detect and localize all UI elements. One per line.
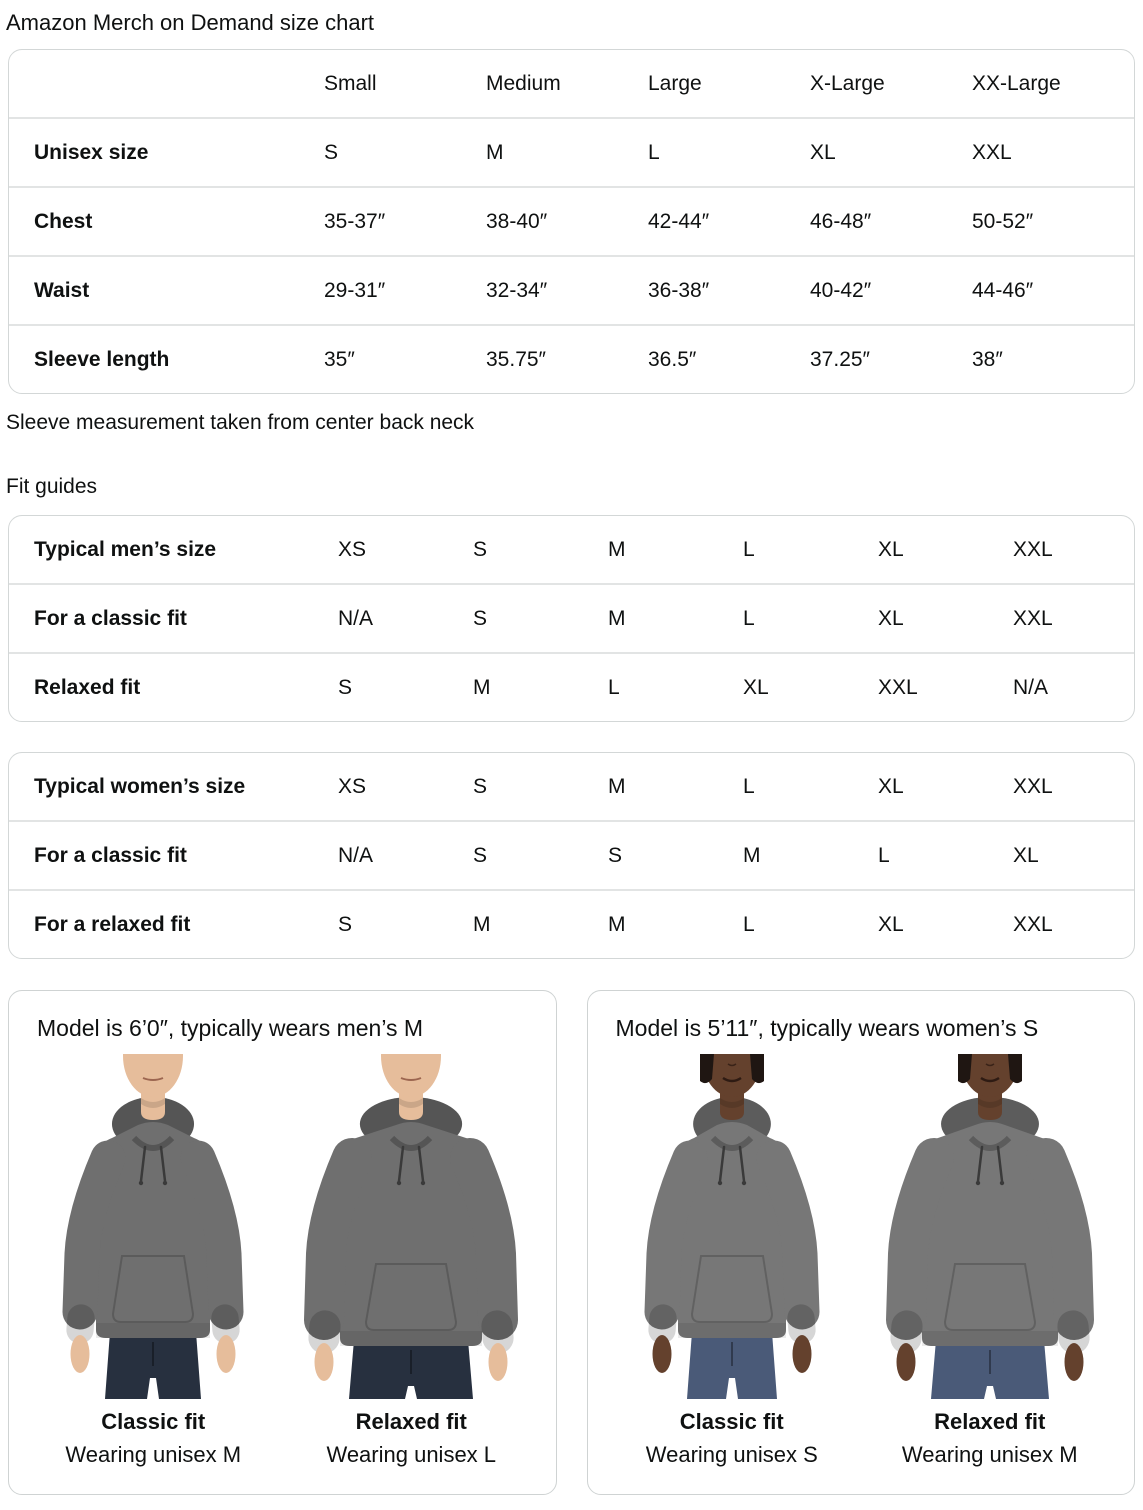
value-cell: N/A: [338, 606, 374, 630]
figure-relaxed: [872, 1054, 1108, 1468]
model-card-mens: [8, 990, 557, 1495]
row-label: For a classic fit: [34, 843, 187, 867]
value-cell: L: [648, 140, 660, 164]
value-cell: M: [608, 537, 626, 561]
value-cell: 35.75″: [486, 347, 546, 371]
header-cell: Small: [324, 71, 377, 95]
value-cell: M: [473, 675, 491, 699]
row-label: Unisex size: [34, 140, 149, 164]
value-cell: M: [608, 774, 626, 798]
value-cell: M: [608, 912, 626, 936]
figure-classic: [614, 1054, 850, 1468]
figure-relaxed: [293, 1054, 529, 1468]
wearing-label: Wearing unisex M: [65, 1442, 242, 1467]
value-cell: M: [608, 606, 626, 630]
value-cell: 35-37″: [324, 209, 386, 233]
value-cell: XXL: [1013, 537, 1053, 561]
model-photo: [875, 1054, 1105, 1399]
sleeve-footnote: Sleeve measurement taken from center back neck: [6, 411, 475, 434]
size-table: [8, 49, 1135, 394]
figures-row: [588, 1054, 1135, 1468]
value-cell: 38-40″: [486, 209, 548, 233]
wearing-label: Wearing unisex S: [645, 1442, 818, 1467]
row-label: Sleeve length: [34, 347, 170, 371]
row-label: Chest: [34, 209, 93, 233]
value-cell: S: [338, 675, 353, 699]
value-cell: XL: [1013, 843, 1039, 867]
wearing-label: Wearing unisex L: [326, 1442, 497, 1467]
value-cell: XXL: [878, 675, 918, 699]
value-cell: 44-46″: [972, 278, 1034, 302]
wearing-label: Wearing unisex M: [901, 1442, 1078, 1467]
model-card-womens: [587, 990, 1136, 1495]
header-cell: X-Large: [810, 71, 885, 95]
figure-classic: [35, 1054, 271, 1468]
value-cell: XL: [878, 606, 904, 630]
header-cell: Medium: [486, 71, 561, 95]
value-cell: XL: [878, 912, 904, 936]
value-cell: XS: [338, 537, 367, 561]
size-table-header-row: [9, 50, 1134, 117]
value-cell: XS: [338, 774, 367, 798]
fit-label: Classic fit: [101, 1409, 206, 1434]
value-cell: L: [743, 606, 755, 630]
value-cell: 46-48″: [810, 209, 872, 233]
fit-label: Relaxed fit: [934, 1409, 1046, 1434]
value-cell: 36.5″: [648, 347, 697, 371]
model-photo: [38, 1054, 268, 1399]
fit-label: Classic fit: [679, 1409, 784, 1434]
card-title: Model is 5’11″, typically wears women’s S: [615, 1015, 1039, 1041]
value-cell: XL: [810, 140, 836, 164]
value-cell: S: [473, 843, 488, 867]
value-cell: L: [608, 675, 620, 699]
row-label: For a relaxed fit: [34, 912, 191, 936]
hoodie-model-illustration: [875, 1054, 1105, 1399]
hoodie-model-illustration: [617, 1054, 847, 1399]
value-cell: XL: [743, 675, 769, 699]
model-photo: [617, 1054, 847, 1399]
table-row: [9, 324, 1134, 393]
value-cell: M: [473, 912, 491, 936]
row-label: Waist: [34, 278, 90, 302]
value-cell: 36-38″: [648, 278, 710, 302]
fit-label: Relaxed fit: [355, 1409, 467, 1434]
value-cell: L: [878, 843, 890, 867]
size-chart-page: [0, 10, 1143, 1495]
value-cell: 32-34″: [486, 278, 548, 302]
table-row: [9, 516, 1134, 583]
hoodie-model-illustration: [296, 1054, 526, 1399]
value-cell: S: [608, 843, 623, 867]
row-label: Typical men’s size: [34, 537, 217, 561]
value-cell: XXL: [972, 140, 1012, 164]
value-cell: M: [743, 843, 761, 867]
value-cell: 42-44″: [648, 209, 710, 233]
table-row: [9, 753, 1134, 820]
table-row: [9, 652, 1134, 721]
value-cell: S: [324, 140, 339, 164]
value-cell: M: [486, 140, 504, 164]
value-cell: S: [473, 537, 488, 561]
value-cell: XXL: [1013, 912, 1053, 936]
value-cell: L: [743, 537, 755, 561]
header-cell: XX-Large: [972, 71, 1061, 95]
table-row: [9, 889, 1134, 958]
row-label: For a classic fit: [34, 606, 187, 630]
value-cell: N/A: [1013, 675, 1049, 699]
value-cell: XL: [878, 774, 904, 798]
value-cell: XXL: [1013, 774, 1053, 798]
value-cell: S: [338, 912, 353, 936]
figures-row: [9, 1054, 556, 1468]
page-title: Amazon Merch on Demand size chart: [6, 10, 375, 35]
value-cell: 35″: [324, 347, 355, 371]
table-row: [9, 583, 1134, 652]
womens-fit-table: [8, 752, 1135, 959]
mens-fit-table: [8, 515, 1135, 722]
model-photo: [296, 1054, 526, 1399]
value-cell: L: [743, 912, 755, 936]
value-cell: XXL: [1013, 606, 1053, 630]
value-cell: N/A: [338, 843, 374, 867]
value-cell: 29-31″: [324, 278, 386, 302]
row-label: Typical women’s size: [34, 774, 246, 798]
value-cell: S: [473, 606, 488, 630]
table-row: [9, 820, 1134, 889]
table-row: [9, 255, 1134, 324]
table-row: [9, 117, 1134, 186]
value-cell: 38″: [972, 347, 1003, 371]
value-cell: L: [743, 774, 755, 798]
value-cell: 50-52″: [972, 209, 1034, 233]
card-title: Model is 6’0″, typically wears men’s M: [37, 1015, 424, 1041]
model-cards: [8, 990, 1135, 1495]
table-row: [9, 186, 1134, 255]
row-label: Relaxed fit: [34, 675, 141, 699]
value-cell: 40-42″: [810, 278, 872, 302]
hoodie-model-illustration: [38, 1054, 268, 1399]
fit-guides-heading: Fit guides: [6, 475, 98, 498]
header-cell: Large: [648, 71, 702, 95]
value-cell: 37.25″: [810, 347, 870, 371]
value-cell: S: [473, 774, 488, 798]
value-cell: XL: [878, 537, 904, 561]
